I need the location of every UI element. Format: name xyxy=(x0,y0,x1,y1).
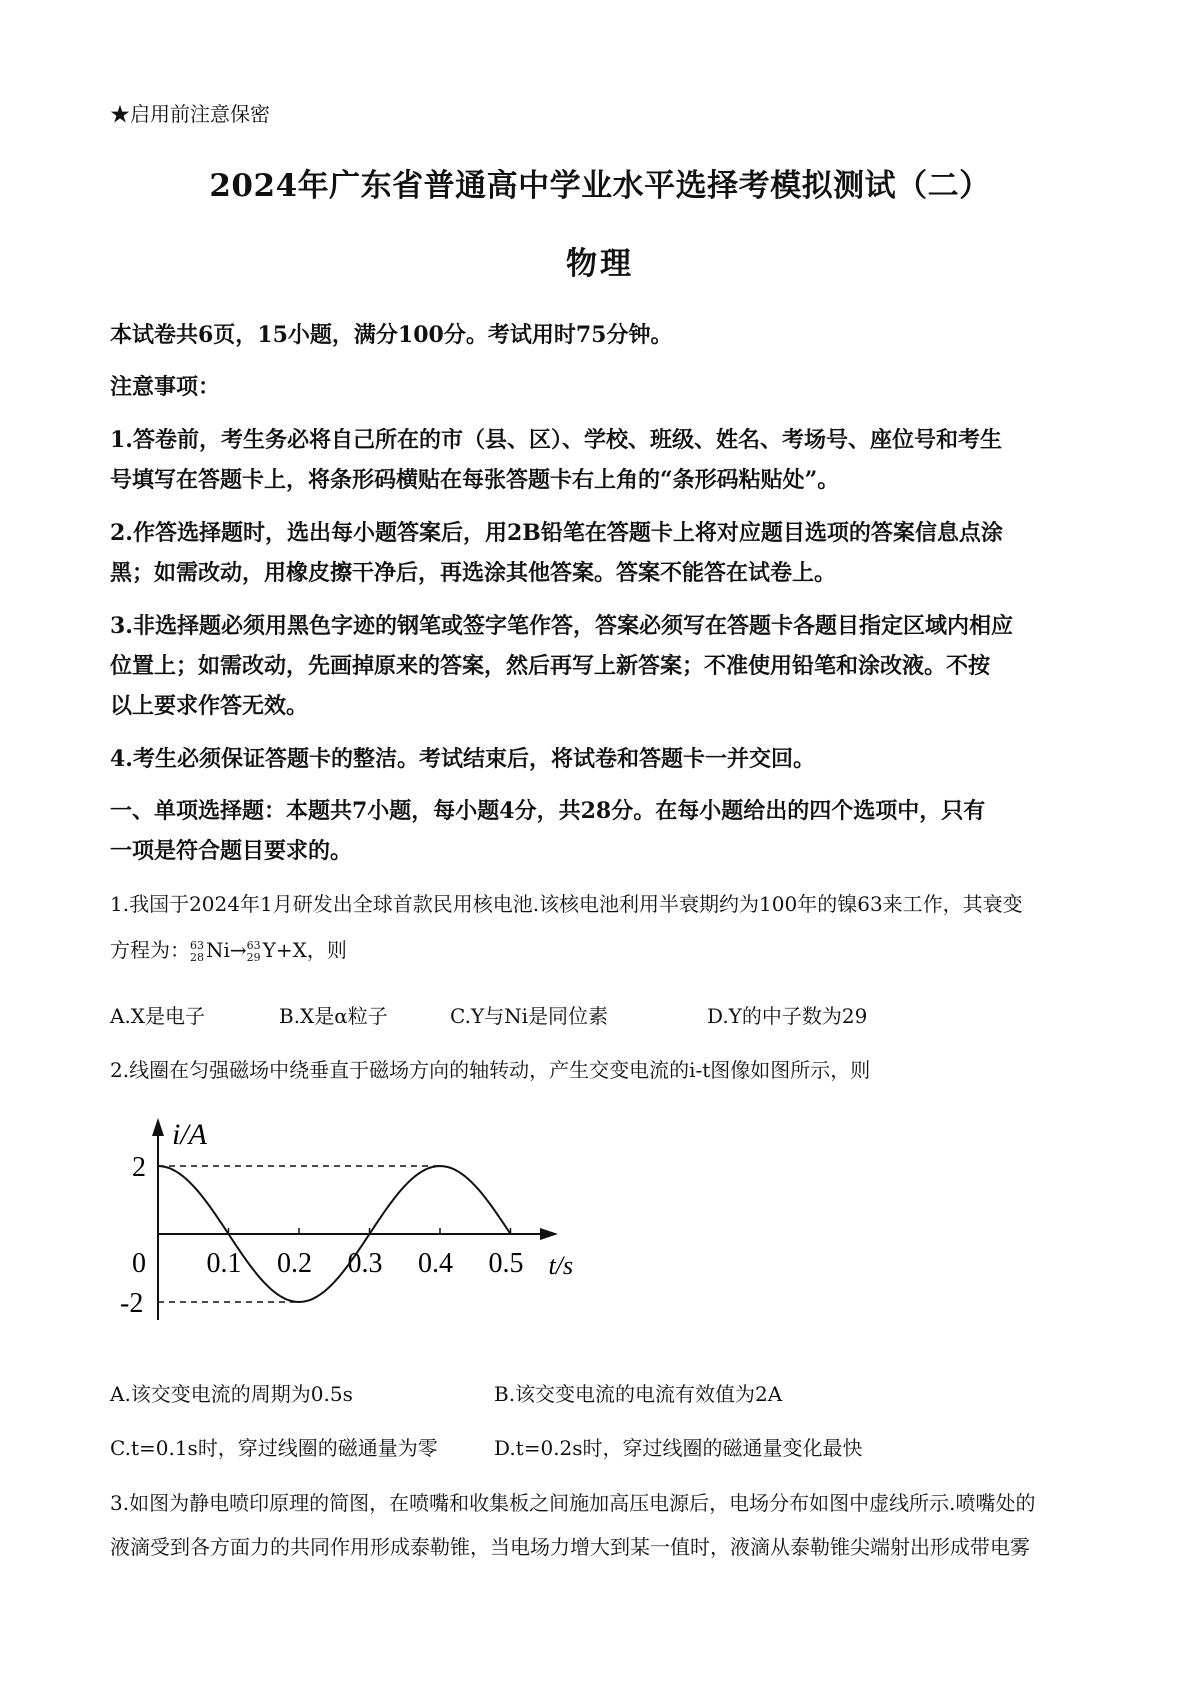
note-3-line-2: 位置上；如需改动，先画掉原来的答案，然后再写上新答案；不准使用铅笔和涂改液。不按 xyxy=(110,653,991,679)
ni-mass-number: 63 xyxy=(190,938,204,952)
q2-option-a: A.该交变电流的周期为0.5s xyxy=(110,1382,353,1406)
q2-option-d: D.t=0.2s时，穿过线圈的磁通量变化最快 xyxy=(494,1436,863,1460)
x-tick-label: 0.3 xyxy=(347,1248,383,1279)
arrow: → xyxy=(229,938,247,962)
y-axis-label: i/A xyxy=(172,1118,207,1151)
secret-notice: ★启用前注意保密 xyxy=(110,102,270,126)
x-tick-label: 0.4 xyxy=(418,1248,453,1279)
x-tick-label: 0.1 xyxy=(206,1248,242,1279)
q1-option-b: B.X是α粒子 xyxy=(279,1004,388,1028)
y-tick-label: -2 xyxy=(120,1288,144,1319)
q3-stem-line-1: 3.如图为静电喷印原理的简图，在喷嘴和收集板之间施加高压电源后，电场分布如图中虚线所示.喷嘴处的 xyxy=(110,1491,1036,1515)
exam-subject: 物理 xyxy=(566,246,634,282)
y-isotope-numbers xyxy=(247,940,261,964)
note-2-line-1: 2.作答选择题时，选出每小题答案后，用2B铅笔在答题卡上将对应题目选项的答案信息点涂 xyxy=(110,520,1003,546)
it-graph xyxy=(110,1112,630,1352)
q2-option-b: B.该交变电流的电流有效值为2A xyxy=(494,1382,783,1406)
q1-stem-line-1: 1.我国于2024年1月研发出全球首款民用核电池.该核电池利用半衰期约为100年的镍63来工作，其衰变 xyxy=(110,892,1023,916)
section1-heading-line-1: 一、单项选择题：本题共7小题，每小题4分，共28分。在每小题给出的四个选项中，只有 xyxy=(110,798,986,824)
q2-option-c: C.t=0.1s时，穿过线圈的磁通量为零 xyxy=(110,1436,438,1460)
q1-option-d: D.Y的中子数为29 xyxy=(707,1004,868,1028)
q2-stem: 2.线圈在匀强磁场中绕垂直于磁场方向的轴转动，产生交变电流的i-t图像如图所示，则 xyxy=(110,1058,871,1082)
y-mass-number: 63 xyxy=(246,938,261,952)
y-axis-arrow xyxy=(152,1118,164,1136)
x-axis-arrow xyxy=(540,1228,558,1240)
q1-option-c: C.Y与Ni是同位素 xyxy=(450,1004,609,1028)
origin-label: 0 xyxy=(132,1248,146,1279)
note-1-line-2: 号填写在答题卡上，将条形码横贴在每张答题卡右上角的“条形码粘贴处”。 xyxy=(110,467,840,493)
note-1-line-1: 1.答卷前，考生务必将自己所在的市（县、区）、学校、班级、姓名、考场号、座位号和考生 xyxy=(110,427,1002,453)
exam-title: 2024年广东省普通高中学业水平选择考模拟测试（二） xyxy=(209,168,991,204)
y-atomic-number: 29 xyxy=(246,950,261,964)
note-4-line-1: 4.考生必须保证答题卡的整洁。考试结束后，将试卷和答题卡一并交回。 xyxy=(110,746,815,772)
x-tick-label: 0.2 xyxy=(277,1248,312,1279)
section1-heading-line-2: 一项是符合题目要求的。 xyxy=(110,838,353,864)
ni-atomic-number: 28 xyxy=(190,950,204,964)
ni-symbol: Ni xyxy=(206,938,230,962)
y-symbol: Y+X，则 xyxy=(262,938,347,962)
q1-option-a: A.X是电子 xyxy=(110,1004,206,1028)
q1-equation xyxy=(110,934,347,964)
q1-eq-prefix: 方程为： xyxy=(110,938,190,962)
note-3-line-1: 3.非选择题必须用黑色字迹的钢笔或签字笔作答，答案必须写在答题卡各题目指定区域内相应 xyxy=(110,613,1013,639)
q3-stem-line-2: 液滴受到各方面力的共同作用形成泰勒锥，当电场力增大到某一值时，液滴从泰勒锥尖端射出形成带电雾 xyxy=(110,1535,1030,1559)
x-tick-label: 0.5 xyxy=(488,1248,524,1279)
notice-heading: 注意事项： xyxy=(110,374,221,400)
x-axis-label: t/s xyxy=(548,1251,574,1280)
note-2-line-2: 黑；如需改动，用橡皮擦干净后，再选涂其他答案。答案不能答在试卷上。 xyxy=(110,560,837,586)
ni-isotope-numbers xyxy=(190,940,204,964)
exam-summary: 本试卷共6页，15小题，满分100分。考试用时75分钟。 xyxy=(110,322,673,348)
note-3-line-3: 以上要求作答无效。 xyxy=(110,693,309,719)
y-tick-label: 2 xyxy=(132,1152,146,1183)
